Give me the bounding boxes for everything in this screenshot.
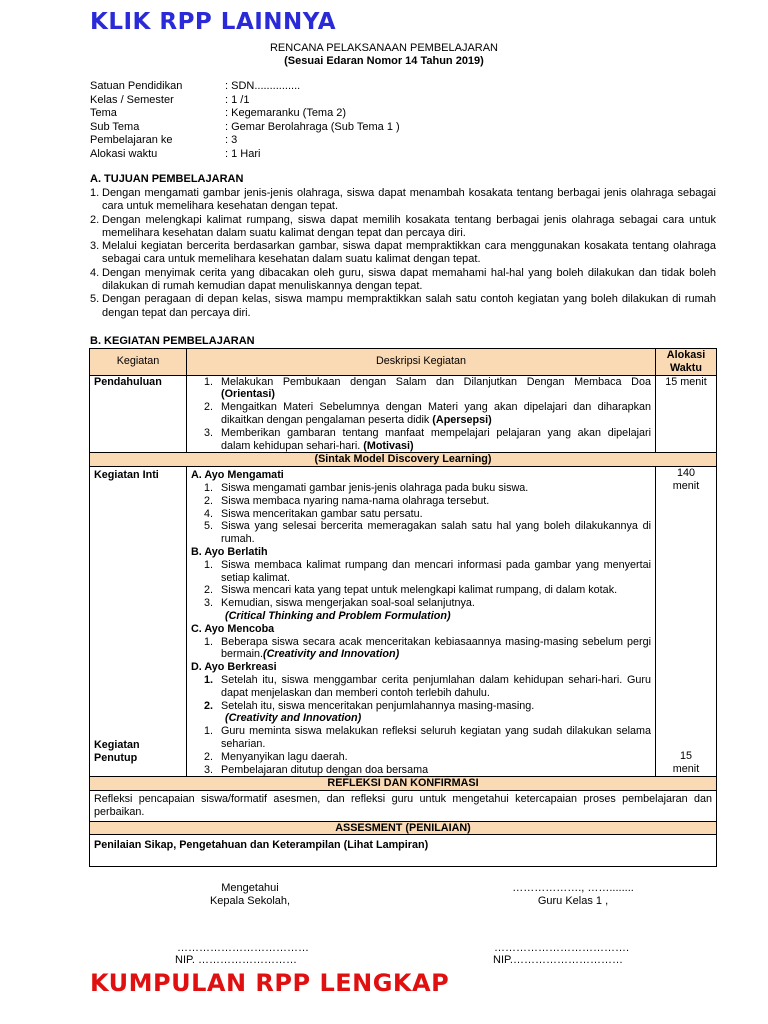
- ayo-mencoba-title: C. Ayo Mencoba: [191, 622, 275, 635]
- identity-row: Satuan Pendidikan : SDN...............: [90, 80, 301, 92]
- creativity-note: (Creativity and Innovation): [225, 712, 362, 725]
- table-row: [90, 791, 717, 822]
- kepala-sekolah-label: Kepala Sekolah,: [209, 895, 291, 907]
- penutup-label: Kegiatan Penutup: [94, 738, 140, 764]
- critical-thinking-note: (Critical Thinking and Problem Formulation): [225, 609, 451, 622]
- pendahuluan-desc: [187, 375, 656, 453]
- sintak-label: (Sintak Model Discovery Learning): [90, 453, 717, 467]
- guru-signature-line: ……………………………….: [494, 942, 630, 954]
- list-item: 2. Siswa membaca nyaring nama-nama olahraga tersebut.: [203, 494, 490, 507]
- document-subtitle: (Sesuai Edaran Nomor 14 Tahun 2019): [284, 55, 484, 67]
- identity-row: Kelas / Semester : 1 /1: [90, 93, 250, 106]
- list-item: 2. Mengaitkan Materi Sebelumnya dengan Materi yang akan dipelajari dan diharapkan dikaitkan dengan pengalaman peserta didik (Apersepsi): [203, 401, 651, 426]
- list-item: 1. Setelah itu, siswa menggambar cerita penjumlahan dalam kehidupan sehari-hari. Guru dapat menjelaskan dan memberi contoh terlebih dahulu.: [203, 673, 651, 699]
- list-item: 2. Siswa mencari kata yang tepat untuk melengkapi kalimat rumpang, di dalam kotak.: [203, 584, 618, 597]
- ayo-berkreasi-title: D. Ayo Berkreasi: [191, 661, 277, 674]
- pendahuluan-time: 15 menit: [656, 375, 717, 453]
- table-row: [90, 835, 717, 867]
- table-row: [90, 467, 717, 777]
- kepala-signature-line: ………………………………: [177, 942, 309, 954]
- header-deskripsi: Deskripsi Kegiatan: [187, 349, 656, 376]
- list-item: 5. Siswa yang selesai bercerita memeragakan salah satu hal yang boleh dilakukannya di rumah.: [203, 520, 651, 546]
- tujuan-list: [90, 187, 716, 320]
- kegiatan-table: [89, 348, 717, 867]
- ayo-mengamati-title: A. Ayo Mengamati: [191, 469, 284, 482]
- list-item: 1. Melakukan Pembukaan dengan Salam dan Dilanjutkan Dengan Membaca Doa (Orientasi): [203, 375, 651, 401]
- list-item: 1. Dengan mengamati gambar jenis-jenis olahraga, siswa dapat menambah kosakata tentang berbagai jenis olahraga sebagai cara untuk memelihara kesehatan dengan tepat.: [90, 187, 716, 213]
- list-item: 5. Dengan peragaan di depan kelas, siswa mampu mempraktikkan salah satu contoh kegiatan yang boleh dilakukan di rumah dengan tepat dan percaya diri.: [90, 293, 716, 319]
- list-item: 4. Dengan menyimak cerita yang dibacakan oleh guru, siswa dapat memahami hal-hal yang boleh dilakukan dan tidak boleh dilakukan di rumah kemudian dapat menuliskannya dengan tepat.: [90, 266, 716, 293]
- refleksi-title: REFLEKSI DAN KONFIRMASI: [90, 777, 717, 791]
- list-item: 2. Dengan melengkapi kalimat rumpang, siswa dapat memilih kosakata tentang berbagai jenis olahraga sebagai cara untuk memelihara kesehatan dalam suatu kalimat dengan tepat dan percaya diri.: [90, 213, 716, 239]
- bottom-banner-link[interactable]: KUMPULAN RPP LENGKAP: [90, 969, 450, 997]
- list-item: 1. Guru meminta siswa melakukan refleksi seluruh kegiatan yang sudah dilakukan selama seharian.: [203, 725, 651, 750]
- list-item: 1. Beberapa siswa secara acak menceritakan kebiasaannya masing-masing sebelum pergi bermain.(Creativity and Innovation): [203, 635, 651, 661]
- pendahuluan-label: Pendahuluan: [90, 375, 187, 453]
- kepala-nip: NIP. ………………………: [175, 954, 298, 966]
- identity-row: Tema : Kegemaranku (Tema 2): [90, 107, 347, 120]
- refleksi-text: Refleksi pencapaian siswa/formatif asesmen, dan refleksi guru untuk mengetahui ketercapaian proses pembelajaran dan perbaikan.: [90, 791, 717, 822]
- guru-kelas-label: Guru Kelas 1 ,: [537, 895, 609, 907]
- top-banner-link[interactable]: KLIK RPP LAINNYA: [90, 9, 337, 35]
- list-item: 3. Melalui kegiatan bercerita berdasarkan gambar, siswa dapat mempraktikkan cara menggunakan kosakata tentang olahraga sebagai cara untuk memelihara kesehatan dalam suatu kalimat dengan tepat.: [90, 240, 716, 266]
- list-item: 2. Menyanyikan lagu daerah.: [203, 750, 348, 763]
- refleksi-header-row: [90, 777, 717, 791]
- guru-nip: NIP.…………………………: [493, 954, 623, 966]
- inti-label: Kegiatan Inti Kegiatan Penutup: [90, 467, 187, 777]
- document-title: RENCANA PELAKSANAAN PEMBELAJARAN: [269, 42, 499, 54]
- list-item: 1. Siswa membaca kalimat rumpang dan mencari informasi pada gambar yang menyertai setiap kalimat.: [203, 558, 651, 584]
- list-item: 3. Kemudian, siswa mengerjakan soal-soal selanjutnya.: [203, 597, 475, 610]
- identity-block: [90, 80, 400, 162]
- list-item: 3. Pembelajaran ditutup dengan doa bersama: [203, 763, 429, 776]
- assesment-header-row: [90, 821, 717, 835]
- ayo-berlatih-title: B. Ayo Berlatih: [191, 545, 268, 558]
- kegiatan-heading: B. KEGIATAN PEMBELAJARAN: [90, 335, 255, 347]
- tujuan-heading: A. TUJUAN PEMBELAJARAN: [90, 173, 244, 185]
- assesment-text: Penilaian Sikap, Pengetahuan dan Keterampilan (Lihat Lampiran): [90, 835, 717, 867]
- header-alokasi: Alokasi Waktu: [656, 349, 717, 376]
- identity-row: Pembelajaran ke : 3: [90, 134, 238, 147]
- list-item: 4. Siswa menceritakan gambar satu persatu.: [203, 507, 423, 520]
- penutup-time: 15 menit: [672, 749, 700, 775]
- identity-row: Alokasi waktu : 1 Hari: [90, 147, 261, 160]
- table-row: [90, 375, 717, 453]
- assesment-title: ASSESMENT (PENILAIAN): [90, 821, 717, 835]
- mengetahui-label: Mengetahui: [221, 882, 279, 894]
- inti-desc: [187, 467, 656, 777]
- list-item: 3. Memberikan gambaran tentang manfaat mempelajari pelajaran yang akan dipelajari dalam kehidupan sehari-hari. (Motivasi): [203, 426, 651, 452]
- list-item: 1. Siswa mengamati gambar jenis-jenis olahraga pada buku siswa.: [203, 481, 529, 494]
- inti-time: 140 menit 15 menit: [656, 467, 717, 777]
- sintak-row: [90, 453, 717, 467]
- table-header-row: [90, 349, 717, 376]
- identity-row: Sub Tema : Gemar Berolahraga (Sub Tema 1 ): [90, 120, 400, 133]
- signature-date: ………………., ……........: [512, 882, 634, 894]
- list-item: 2. Setelah itu, siswa menceritakan penjumlahannya masing-masing.: [203, 699, 535, 712]
- header-kegiatan: Kegiatan: [90, 349, 187, 376]
